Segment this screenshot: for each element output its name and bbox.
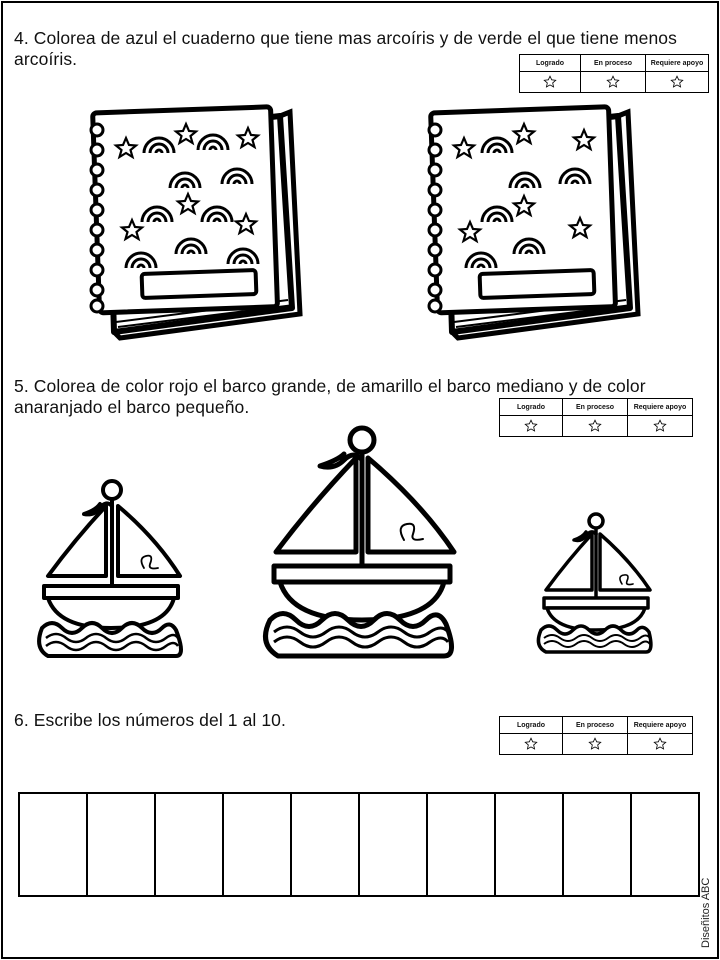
star-en-proceso-q5[interactable] <box>563 416 628 437</box>
number-box[interactable] <box>224 794 292 895</box>
rubric-table-q4 <box>519 54 709 93</box>
rubric-requiere-apoyo-label: Requiere apoyo <box>628 399 693 416</box>
star-en-proceso-q4[interactable] <box>581 72 646 93</box>
star-requiere-apoyo-q5[interactable] <box>628 416 693 437</box>
number-box[interactable] <box>360 794 428 895</box>
question-6-text: 6. Escribe los números del 1 al 10. <box>14 710 286 730</box>
rubric-en-proceso-label: En proceso <box>563 717 628 734</box>
rubric-logrado-label: Logrado <box>500 399 563 416</box>
star-requiere-apoyo-q4[interactable] <box>646 72 709 93</box>
number-box[interactable] <box>20 794 88 895</box>
boat-small[interactable] <box>536 512 656 660</box>
rubric-requiere-apoyo-label: Requiere apoyo <box>646 55 709 72</box>
question-5-text: 5. Colorea de color rojo el barco grande, de amarillo el barco mediano y de color anaranjado el barco pequeño. <box>14 376 646 417</box>
rubric-logrado-label: Logrado <box>500 717 563 734</box>
notebook-more-rainbows[interactable] <box>80 108 300 340</box>
rubric-requiere-apoyo-label: Requiere apoyo <box>628 717 693 734</box>
boat-large[interactable] <box>262 424 462 664</box>
question-4-text: 4. Colorea de azul el cuaderno que tiene mas arcoíris y de verde el que tiene menos arcoíris. <box>14 28 677 69</box>
star-logrado-q4[interactable] <box>520 72 581 93</box>
rubric-en-proceso-label: En proceso <box>563 399 628 416</box>
number-box[interactable] <box>496 794 564 895</box>
rubric-table-q6 <box>499 716 693 755</box>
rubric-logrado-label: Logrado <box>520 55 581 72</box>
number-box[interactable] <box>632 794 698 895</box>
number-box[interactable] <box>156 794 224 895</box>
rubric-en-proceso-label: En proceso <box>581 55 646 72</box>
rubric-table-q5 <box>499 398 693 437</box>
boat-medium[interactable] <box>36 478 186 668</box>
star-en-proceso-q6[interactable] <box>563 734 628 755</box>
credit-text: Diseñitos ABC <box>700 877 712 948</box>
notebook-fewer-rainbows[interactable] <box>418 108 638 340</box>
star-logrado-q5[interactable] <box>500 416 563 437</box>
number-box[interactable] <box>428 794 496 895</box>
star-logrado-q6[interactable] <box>500 734 563 755</box>
number-box[interactable] <box>292 794 360 895</box>
number-writing-grid <box>18 792 700 897</box>
number-box[interactable] <box>564 794 632 895</box>
number-box[interactable] <box>88 794 156 895</box>
star-requiere-apoyo-q6[interactable] <box>628 734 693 755</box>
